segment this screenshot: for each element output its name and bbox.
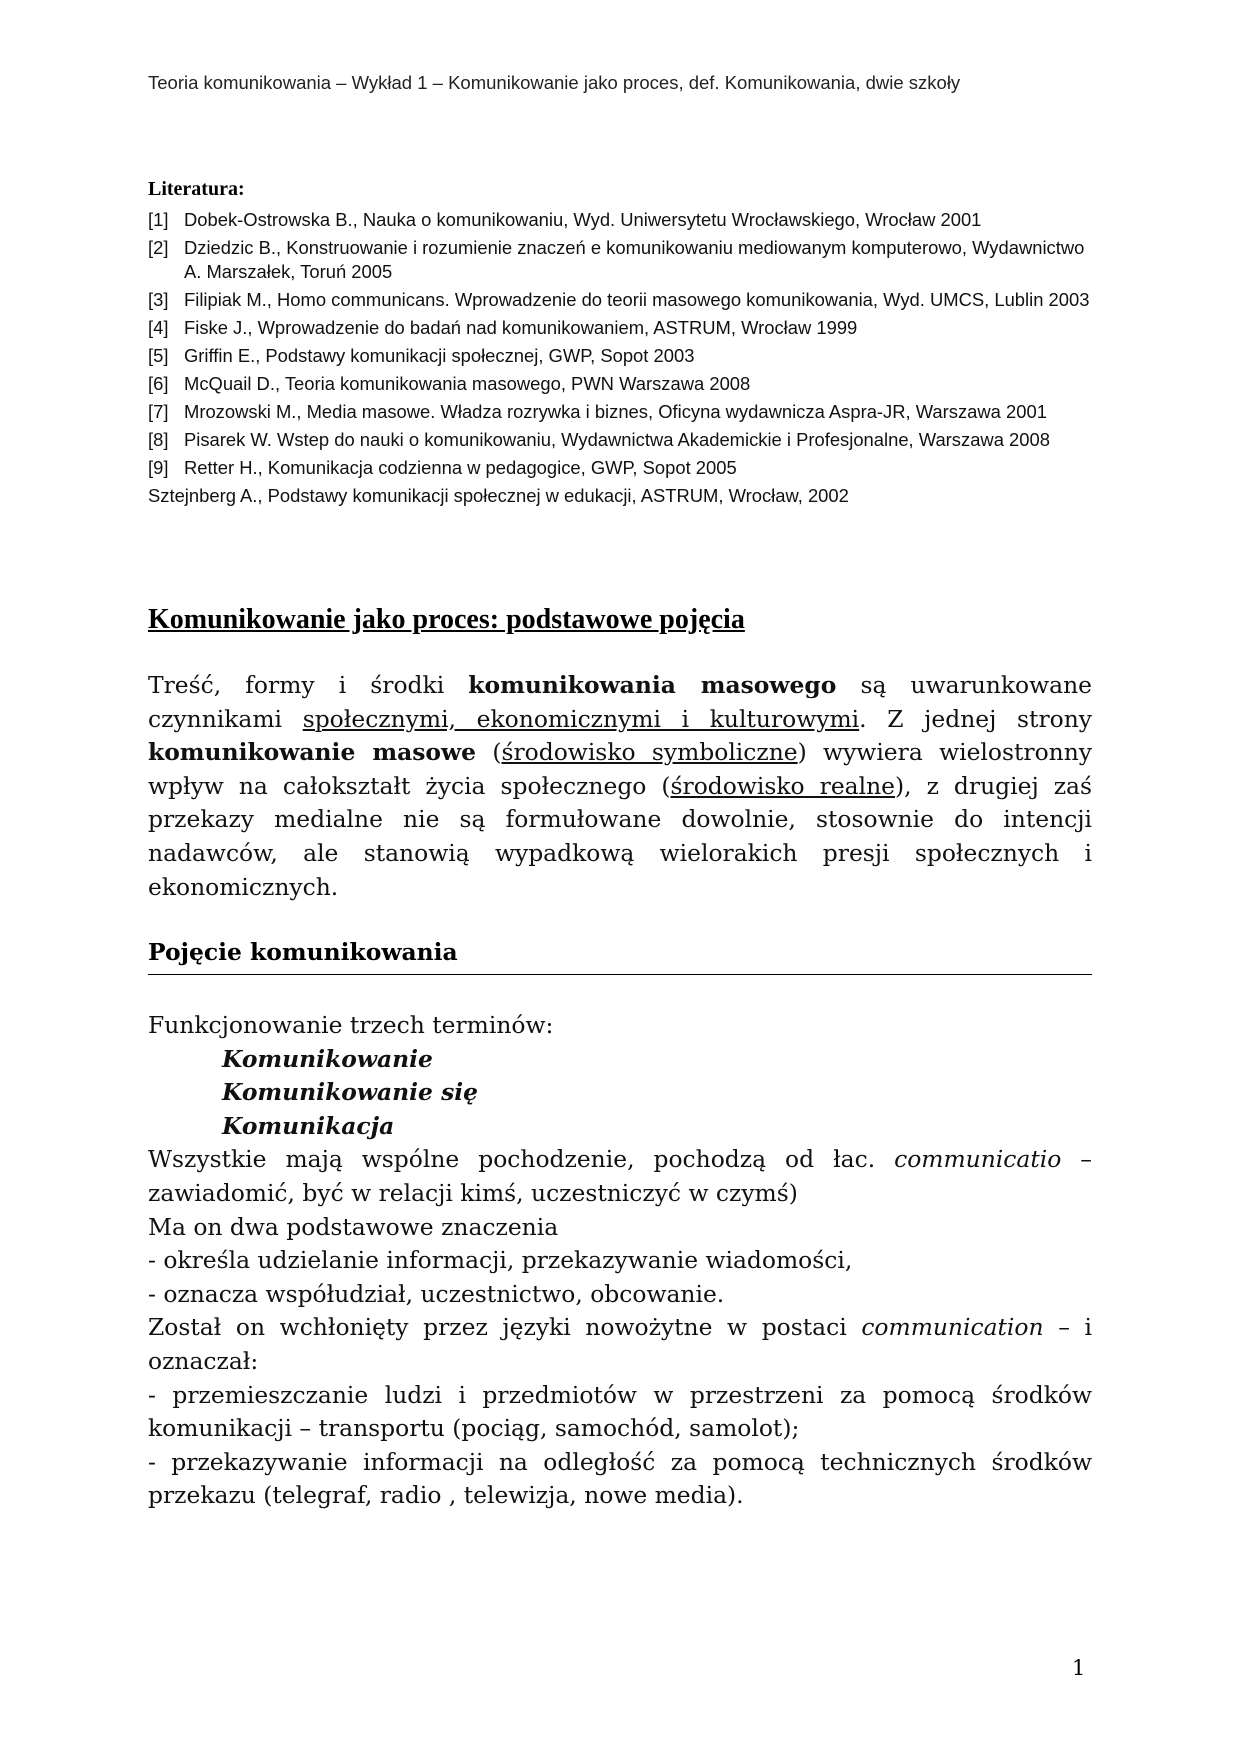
item-number: [2]: [148, 237, 169, 258]
item-number: [9]: [148, 457, 169, 478]
section-title: Komunikowanie jako proces: podstawowe pojęcia: [148, 604, 745, 635]
paragraph: - przekazywanie informacji na odległość za pomocą technicznych środków przekazu (telegraf, radio , telewizja, nowe media).: [148, 1447, 1092, 1510]
item-text: Dziedzic B., Konstruowanie i rozumienie znaczeń e komunikowaniu mediowanym komputerowo, Wydawnictwo A. Marszałek, Toruń 2005: [184, 237, 1085, 282]
bibliography-item: [148, 456, 1100, 480]
page-number: 1: [1072, 1656, 1086, 1680]
italic-word: communication: [861, 1313, 1044, 1342]
underlined-text: środowisko symboliczne: [501, 738, 798, 767]
body-text: [148, 1009, 1092, 1513]
bold-term: komunikowanie masowe: [148, 738, 477, 767]
item-number: [3]: [148, 289, 169, 310]
running-header: Teoria komunikowania – Wykład 1 – Komunikowanie jako proces, def. Komunikowania, dwie szkoły: [148, 72, 961, 93]
text-run: są uwarunkowane czynnikami: [148, 671, 1092, 733]
text-run: Treść, formy i środki: [148, 671, 469, 699]
paragraph: - określa udzielanie informacji, przekazywanie wiadomości,: [148, 1246, 853, 1275]
paragraph: Funkcjonowanie trzech terminów:: [148, 1011, 554, 1039]
paragraph: - oznacza współudział, uczestnictwo, obcowanie.: [148, 1279, 725, 1308]
item-text: Retter H., Komunikacja codzienna w pedagogice, GWP, Sopot 2005: [184, 457, 737, 478]
bibliography-item-unnumbered: Sztejnberg A., Podstawy komunikacji społecznej w edukacji, ASTRUM, Wrocław, 2002: [148, 485, 849, 506]
text-run: – zawiadomić, być w relacji kimś, uczestniczyć w czymś): [148, 1145, 1092, 1207]
item-number: [7]: [148, 401, 169, 422]
item-number: [4]: [148, 317, 169, 338]
text-run: . Z jednej strony: [859, 704, 1092, 733]
item-text: Mrozowski M., Media masowe. Władza rozrywka i biznes, Oficyna wydawnicza Aspra-JR, Warszawa 2001: [184, 401, 1047, 422]
item-number: [8]: [148, 429, 169, 450]
bibliography-item: [148, 344, 1100, 368]
item-text: Filipiak M., Homo communicans. Wprowadzenie do teorii masowego komunikowania, Wyd. UMCS, Lublin 2003: [184, 289, 1090, 310]
text-run: – i oznaczał:: [148, 1313, 1092, 1375]
item-number: [1]: [148, 209, 169, 230]
item-text: Fiske J., Wprowadzenie do badań nad komunikowaniem, ASTRUM, Wrocław 1999: [184, 317, 858, 338]
bibliography-item: [148, 428, 1100, 452]
literature-heading: Literatura:: [148, 178, 245, 200]
paragraph: Ma on dwa podstawowe znaczenia: [148, 1212, 559, 1241]
underlined-text: środowisko realne: [670, 771, 895, 800]
term-item: Komunikowanie: [222, 1044, 433, 1073]
text-run: ), z drugiej zaś przekazy medialne nie są formułowane dowolnie, stosownie do intencji nadawców, ale stanowią wypadkową wielorakich presji społecznych i ekonomicznych.: [148, 771, 1092, 901]
intro-paragraph: [148, 669, 1092, 904]
bibliography-list: [148, 208, 1100, 508]
term-item: Komunikacja: [222, 1111, 395, 1140]
item-number: [6]: [148, 373, 169, 394]
text-run: Został on wchłonięty przez języki nowożytne w postaci: [148, 1313, 862, 1342]
text-run: Wszystkie mają wspólne pochodzenie, pochodzą od łac.: [148, 1145, 895, 1174]
text-run: (: [476, 738, 502, 767]
bibliography-item: [148, 400, 1100, 424]
paragraph: - przemieszczanie ludzi i przedmiotów w przestrzeni za pomocą środków komunikacji – transportu (pociąg, samochód, samolot);: [148, 1380, 1092, 1443]
item-number: [5]: [148, 345, 169, 366]
text-run: ) wywiera wielostronny wpływ na całokształt życia społecznego (: [148, 738, 1092, 800]
bibliography-item: [148, 208, 1100, 232]
bold-term: komunikowania masowego: [468, 671, 837, 699]
bibliography-item: [148, 316, 1100, 340]
item-text: McQuail D., Teoria komunikowania masowego, PWN Warszawa 2008: [184, 373, 751, 394]
subsection-title: Pojęcie komunikowania: [148, 936, 1092, 975]
item-text: Dobek-Ostrowska B., Nauka o komunikowaniu, Wyd. Uniwersytetu Wrocławskiego, Wrocław 2001: [184, 209, 982, 230]
bibliography-item: [148, 372, 1100, 396]
item-text: Griffin E., Podstawy komunikacji społecznej, GWP, Sopot 2003: [184, 345, 695, 366]
bibliography-item: [148, 288, 1100, 312]
bibliography-item: [148, 236, 1100, 284]
item-text: Pisarek W. Wstep do nauki o komunikowaniu, Wydawnictwa Akademickie i Profesjonalne, Warszawa 2008: [184, 429, 1050, 450]
term-item: Komunikowanie się: [222, 1078, 479, 1107]
underlined-text: społecznymi, ekonomicznymi i kulturowymi: [302, 704, 860, 733]
italic-word: communicatio: [894, 1145, 1062, 1174]
paragraph: [148, 1311, 1092, 1378]
paragraph: [148, 1143, 1092, 1210]
